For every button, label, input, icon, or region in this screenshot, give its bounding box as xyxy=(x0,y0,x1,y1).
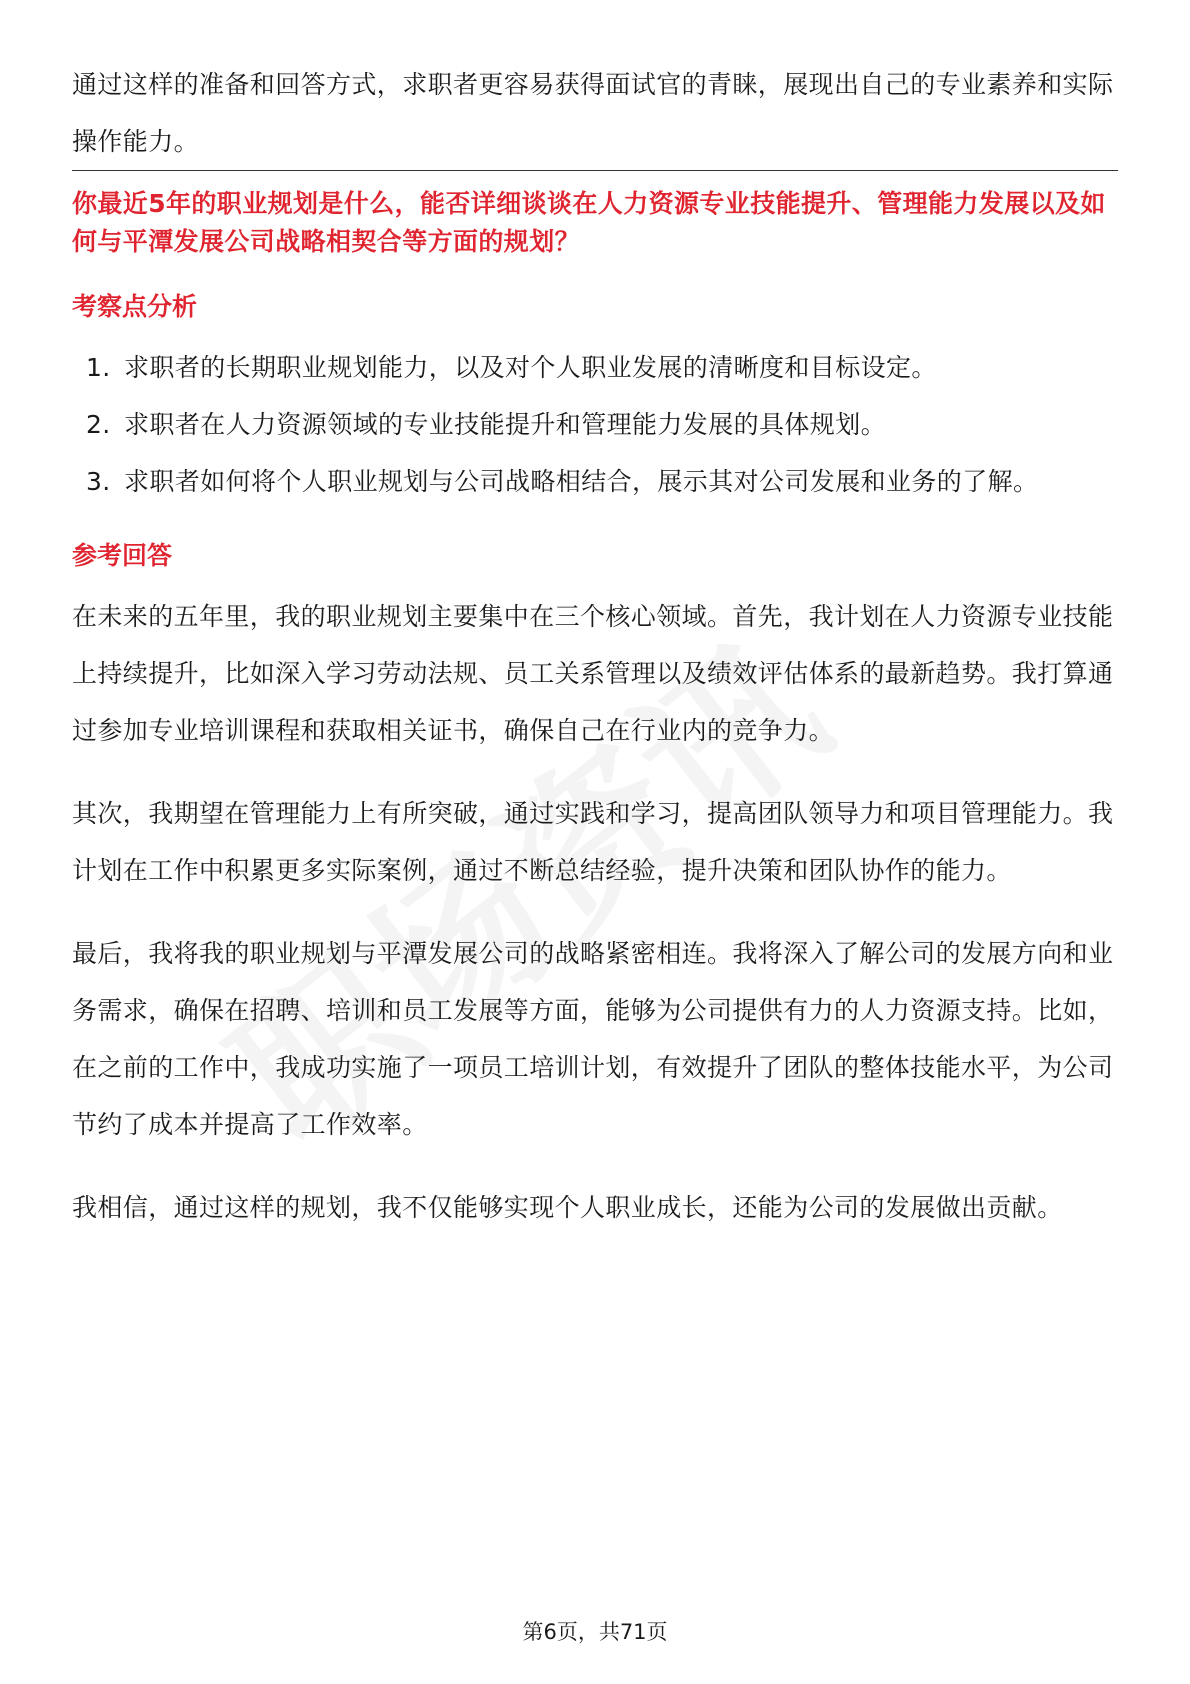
answer-paragraph: 在未来的五年里，我的职业规划主要集中在三个核心领域。首先，我计划在人力资源专业技能上持续提升，比如深入学习劳动法规、员工关系管理以及绩效评估体系的最新趋势。我打算通过参加专业培训课程和获取相关证书，确保自己在行业内的竞争力。 xyxy=(72,602,1114,745)
page-number: 第6页，共71页 xyxy=(522,1620,668,1644)
answer-title: 参考回答 xyxy=(72,541,173,570)
list-item xyxy=(72,339,1118,396)
list-item-number: 3. xyxy=(86,467,111,496)
answer-section xyxy=(72,588,1118,1236)
answer-paragraph: 最后，我将我的职业规划与平潭发展公司的战略紧密相连。我将深入了解公司的发展方向和业务需求，确保在招聘、培训和员工发展等方面，能够为公司提供有力的人力资源支持。比如，在之前的工作中，我成功实施了一项员工培训计划，有效提升了团队的整体技能水平，为公司节约了成本并提高了工作效率。 xyxy=(72,939,1114,1139)
list-item-number: 2. xyxy=(86,410,111,439)
page-content xyxy=(72,56,1118,1262)
section-divider xyxy=(72,170,1118,171)
list-item xyxy=(72,453,1118,510)
list-item-text: 求职者如何将个人职业规划与公司战略相结合，展示其对公司发展和业务的了解。 xyxy=(124,467,1039,496)
analysis-list xyxy=(72,339,1118,510)
question-heading: 你最近5年的职业规划是什么，能否详细谈谈在人力资源专业技能提升、管理能力发展以及如何与平潭发展公司战略相契合等方面的规划？ xyxy=(72,189,1106,256)
list-item-text: 求职者的长期职业规划能力，以及对个人职业发展的清晰度和目标设定。 xyxy=(124,353,937,382)
analysis-title: 考察点分析 xyxy=(72,292,198,321)
list-item-text: 求职者在人力资源领域的专业技能提升和管理能力发展的具体规划。 xyxy=(124,410,887,439)
intro-paragraph: 通过这样的准备和回答方式，求职者更容易获得面试官的青睐，展现出自己的专业素养和实际操作能力。 xyxy=(72,70,1114,156)
list-item xyxy=(72,396,1118,453)
answer-paragraph: 其次，我期望在管理能力上有所突破，通过实践和学习，提高团队领导力和项目管理能力。我计划在工作中积累更多实际案例，通过不断总结经验，提升决策和团队协作的能力。 xyxy=(72,799,1114,885)
answer-paragraph: 我相信，通过这样的规划，我不仅能够实现个人职业成长，还能为公司的发展做出贡献。 xyxy=(72,1193,1063,1222)
list-item-number: 1. xyxy=(86,353,111,382)
